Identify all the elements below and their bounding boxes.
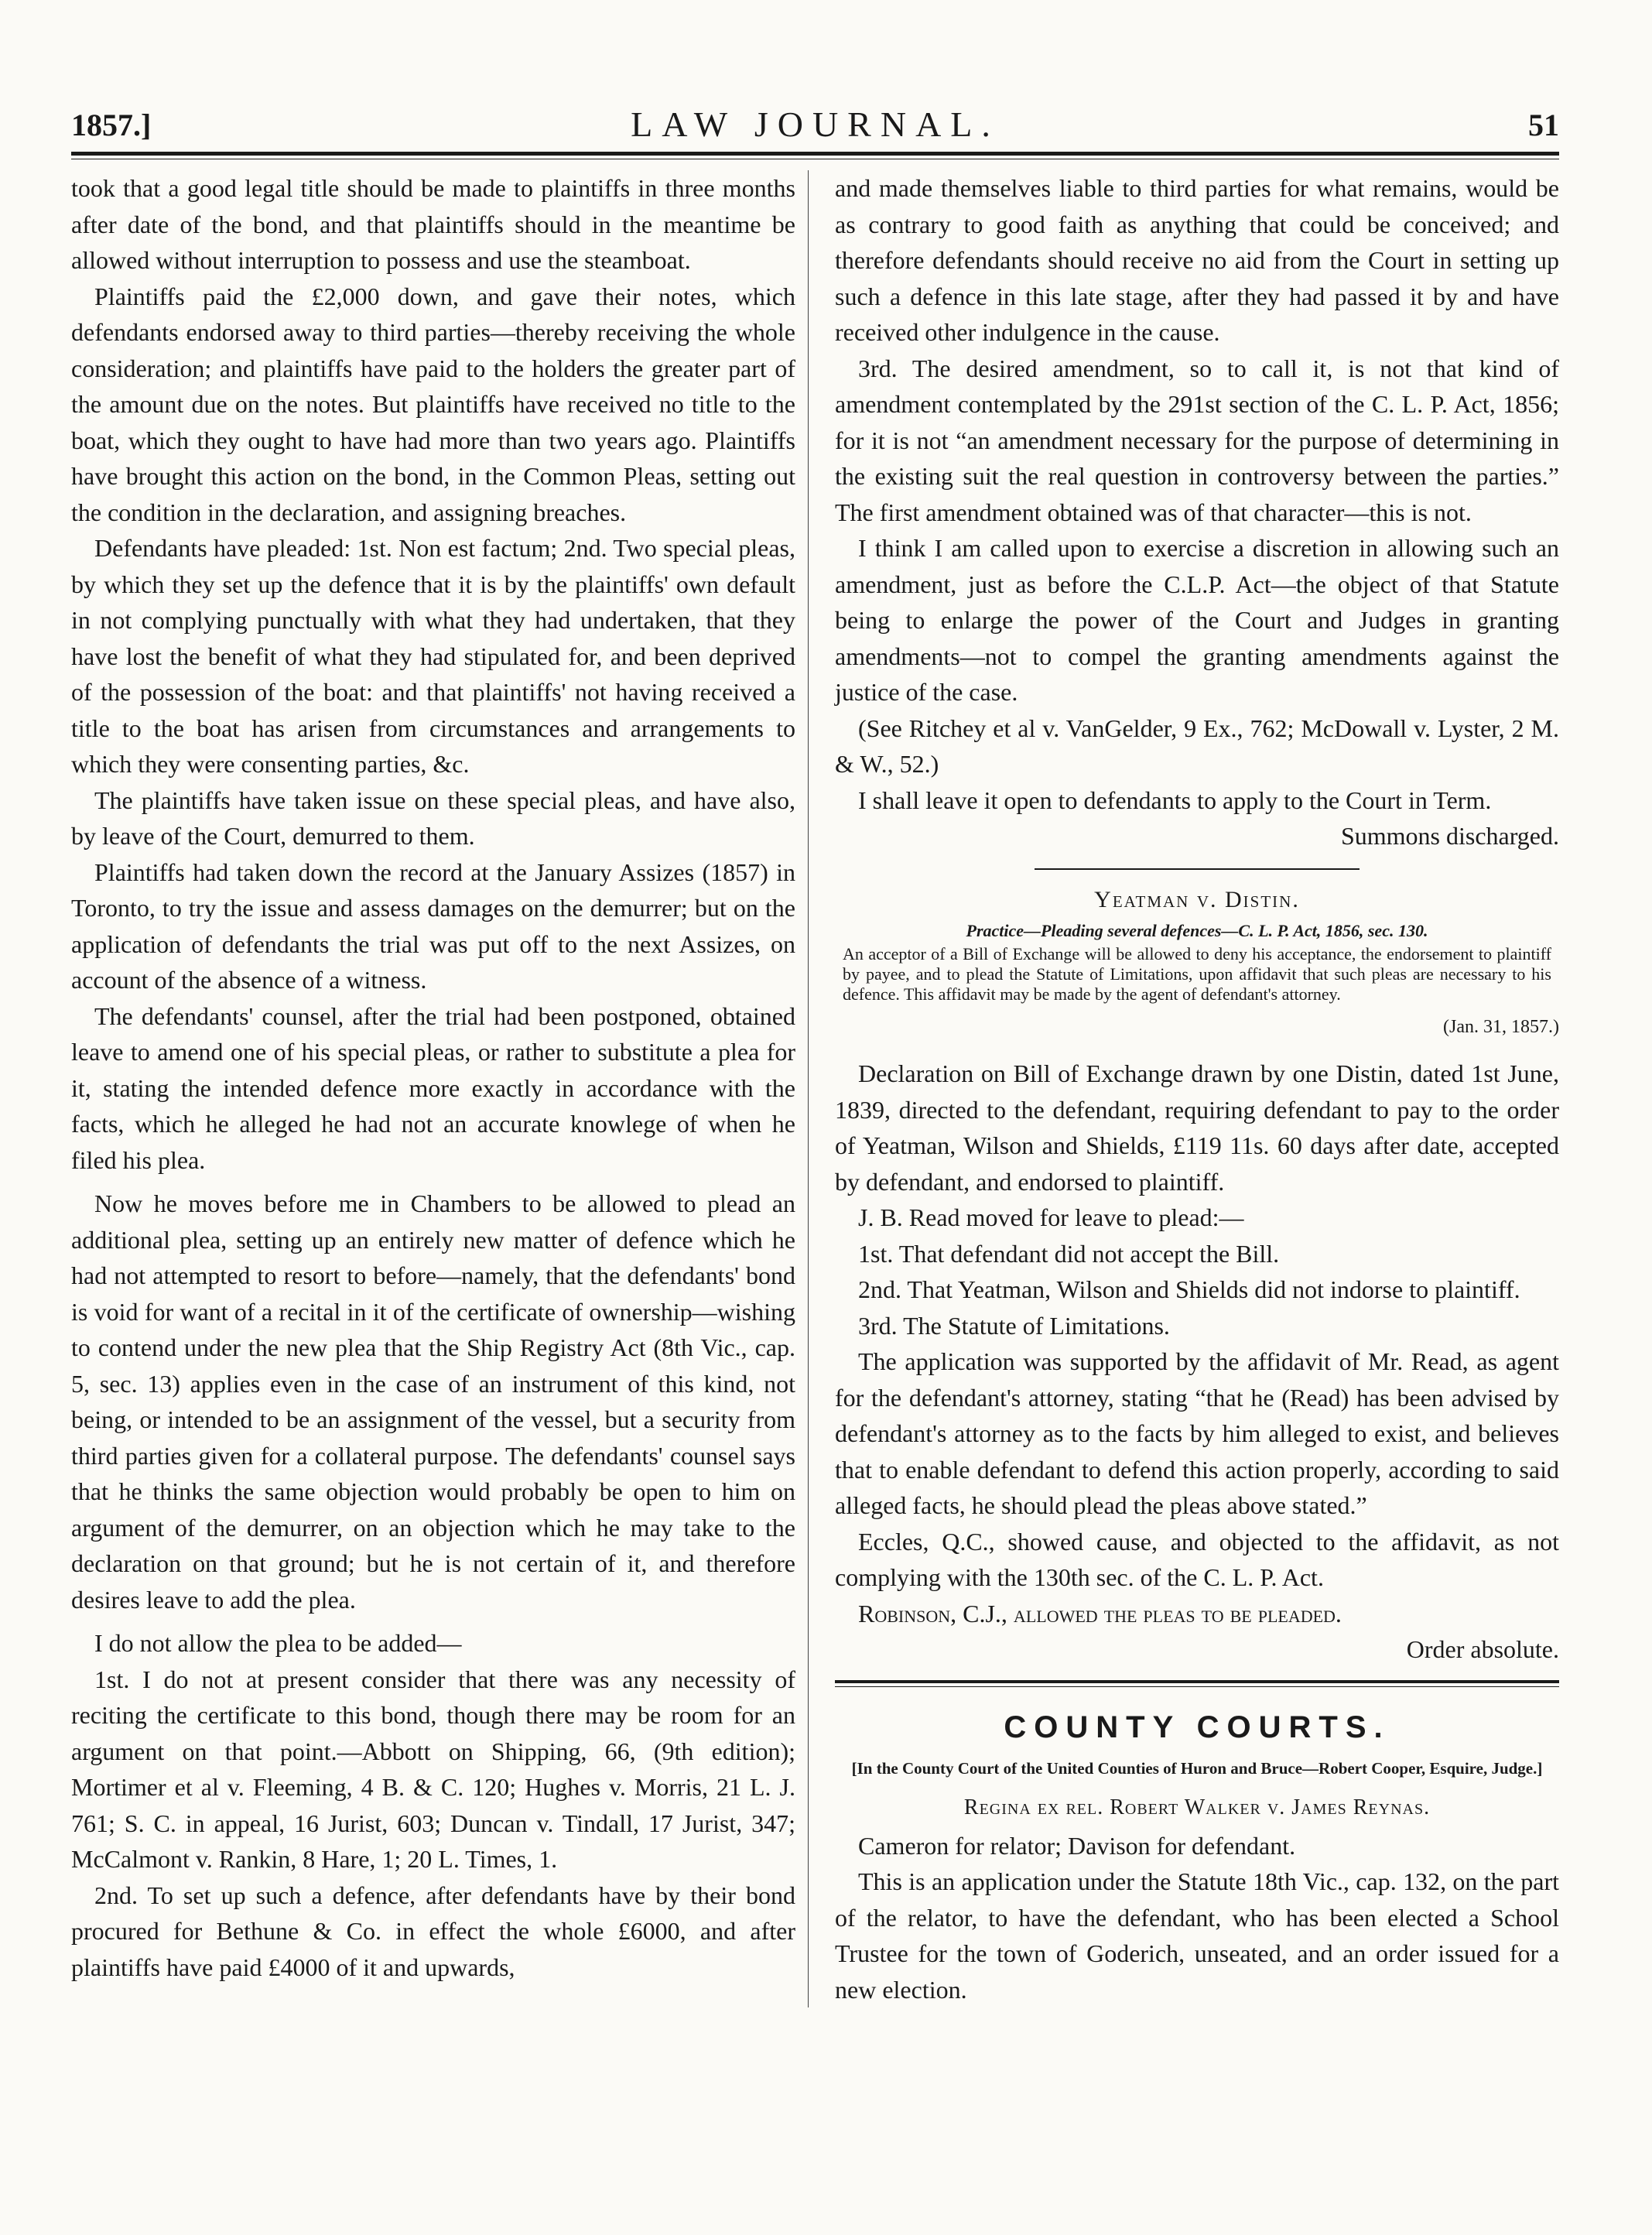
court-note: [In the County Court of the United Counties of Huron and Bruce—Robert Cooper, Esquire, Judge.] xyxy=(851,1758,1543,1778)
paragraph: Plaintiffs paid the £2,000 down, and gave their notes, which defendants endorsed away to third parties—thereby receiving the whole consideration; and plaintiffs have paid to the holders the greater part of the amount due on the notes. But plaintiffs have received no title to the boat, which they ought to have had more than two years ago. Plaintiffs have brought this action on the bond, in the Common Pleas, setting out the condition in the declaration, and assigning breaches. xyxy=(71,282,795,526)
left-column xyxy=(71,170,809,2007)
paragraph: 1st. I do not at present consider that there was any necessity of reciting the certificate to this bond, though there may be room for an argument on that point.—Abbott on Shipping, 66, (9th edition); Mortimer et al v. Fleeming, 4 B. & C. 120; Hughes v. Morris, 21 L. J. 761; S. C. in appeal, 16 Jurist, 603; Duncan v. Tindall, 17 Jurist, 347; McCalmont v. Rankin, 8 Hare, 1; 20 L. Times, 1. xyxy=(71,1665,795,1873)
paragraph: The plaintiffs have taken issue on these special pleas, and have also, by leave of the Court, demurred to them. xyxy=(71,786,795,850)
header-rule xyxy=(71,152,1559,156)
paragraph: took that a good legal title should be made to plaintiffs in three months after date of the bond, and that plaintiffs should in the meantime be allowed without interruption to possess and use the steamboat. xyxy=(71,174,795,274)
header-title: LAW JOURNAL. xyxy=(631,104,1000,144)
paragraph: Robinson, C.J., allowed the pleas to be pleaded. xyxy=(858,1599,1342,1627)
paragraph: This is an application under the Statute 18th Vic., cap. 132, on the part of the relator, to have the defendant, who has been elected a School Trustee for the town of Goderich, unseated, and an order issued for a new election. xyxy=(835,1867,1559,2004)
page-header xyxy=(71,93,1559,147)
paragraph: 3rd. The desired amendment, so to call it, is not that kind of amendment contemplated by the 291st section of the C. L. P. Act, 1856; for it is not “an amendment necessary for the purpose of determining in the existing suit the real question in controversy between the parties.” The first amendment obtained was of that character—this is not. xyxy=(835,354,1559,526)
paragraph: I shall leave it open to defendants to apply to the Court in Term. xyxy=(858,786,1492,814)
paragraph: Eccles, Q.C., showed cause, and objected to the affidavit, as not complying with the 130th sec. of the C. L. P. Act. xyxy=(835,1527,1559,1591)
columns xyxy=(71,170,1559,2007)
paragraph: 2nd. To set up such a defence, after defendants have by their bond procured for Bethune & Co. in effect the whole £6000, and after plaintiffs have paid £4000 of it and upwards, xyxy=(71,1881,795,1981)
paragraph: Now he moves before me in Chambers to be allowed to plead an additional plea, setting up an entirely new matter of defence which he had not attempted to resort to before—namely, that the defendants' bond is void for want of a recital in it of the certificate of ownership—wishing to contend under the new plea that the Ship Registry Act (8th Vic., cap. 5, sec. 13) applies even in the case of an instrument of this kind, not being, or intended to be an assignment of the vessel, but a security from third parties given for a collateral purpose. The defendants' counsel says that he thinks the same objection would probably be open to him on argument of the demurrer, on an objection which he may take to the declaration on that ground; but he is not certain of it, and therefore desires leave to add the plea. xyxy=(71,1189,795,1614)
paragraph: J. B. Read moved for leave to plead:— xyxy=(858,1203,1244,1231)
case-date: (Jan. 31, 1857.) xyxy=(1443,1016,1559,1037)
header-page-number: 51 xyxy=(1528,108,1559,142)
paragraph: Defendants have pleaded: 1st. Non est factum; 2nd. Two special pleas, by which they set up the defence that it is by the plaintiffs' own default in not complying punctually with what they had undertaken, that they have lost the benefit of what they had stipulated for, and been deprived of the possession of the boat: and that plaintiffs' not having received a title to the boat has arisen from circumstances and arrangements to which they were consenting parties, &c. xyxy=(71,534,795,778)
paragraph: 1st. That defendant did not accept the Bill. xyxy=(858,1239,1280,1268)
paragraph: Cameron for relator; Davison for defendant. xyxy=(858,1831,1296,1860)
paragraph: The defendants' counsel, after the trial had been postponed, obtained leave to amend one of his special pleas, or rather to substitute a plea for it, stating the intended defence more exactly in accordance with the facts, which he alleged he had not an accurate knowlege of when he filed his plea. xyxy=(71,1001,795,1174)
headnote: An acceptor of a Bill of Exchange will be allowed to deny his acceptance, the endorsement to plaintiff by payee, and to plead the Statute of Limitations, upon affidavit that such pleas are necessary to his defence. This affidavit may be made by the agent of defendant's attorney. xyxy=(843,943,1551,1004)
citation-paragraph: (See Ritchey et al v. VanGelder, 9 Ex., 762; McDowall v. Lyster, 2 M. & W., 52.) xyxy=(835,714,1559,778)
right-column xyxy=(835,170,1559,2007)
paragraph: Declaration on Bill of Exchange drawn by one Distin, dated 1st June, 1839, directed to the defendant, requiring defendant to pay to the order of Yeatman, Wilson and Shields, £119 11s. 60 days after date, accepted by defendant, and endorsed to plaintiff. xyxy=(835,1059,1559,1196)
paragraph: 3rd. The Statute of Limitations. xyxy=(858,1311,1170,1340)
case-parties: Regina ex rel. Robert Walker v. James Reynas. xyxy=(963,1795,1431,1819)
paragraph: I think I am called upon to exercise a discretion in allowing such an amendment, just as before the C.L.P. Act—the object of that Statute being to enlarge the power of the Court and Judges in granting amendments—not to compel the granting amendments against the justice of the case. xyxy=(835,534,1559,706)
case-divider xyxy=(1035,868,1360,870)
order-absolute: Order absolute. xyxy=(1406,1635,1559,1663)
header-year: 1857.] xyxy=(71,108,152,142)
summons-discharged: Summons discharged. xyxy=(1340,822,1559,850)
paragraph: I do not allow the plea to be added— xyxy=(94,1629,462,1657)
paragraph: and made themselves liable to third parties for what remains, would be as contrary to good faith as anything that could be conceived; and therefore defendants should receive no aid from the Court in setting up such a defence in this late stage, after they had passed it by and have received other indulgence in the cause. xyxy=(835,174,1559,346)
section-rule-thin xyxy=(835,1686,1559,1687)
case-title: Yeatman v. Distin. xyxy=(1094,886,1300,912)
practice-line: Practice—Pleading several defences—C. L. P. Act, 1856, sec. 130. xyxy=(966,920,1428,940)
section-rule xyxy=(835,1680,1559,1683)
section-heading: COUNTY COURTS. xyxy=(1004,1710,1390,1744)
paragraph: Plaintiffs had taken down the record at the January Assizes (1857) in Toronto, to try the issue and assess damages on the demurrer; but on the application of defendants the trial was put off to the next Assizes, on account of the absence of a witness. xyxy=(71,857,795,994)
paragraph: 2nd. That Yeatman, Wilson and Shields did not indorse to plaintiff. xyxy=(858,1275,1520,1303)
paragraph: The application was supported by the affidavit of Mr. Read, as agent for the defendant's attorney, stating “that he (Read) has been advised by defendant's attorney as to the facts by him alleged to exist, and believes that to enable defendant to defend this action properly, according to said alleged facts, he should plead the pleas above stated.” xyxy=(835,1347,1559,1519)
